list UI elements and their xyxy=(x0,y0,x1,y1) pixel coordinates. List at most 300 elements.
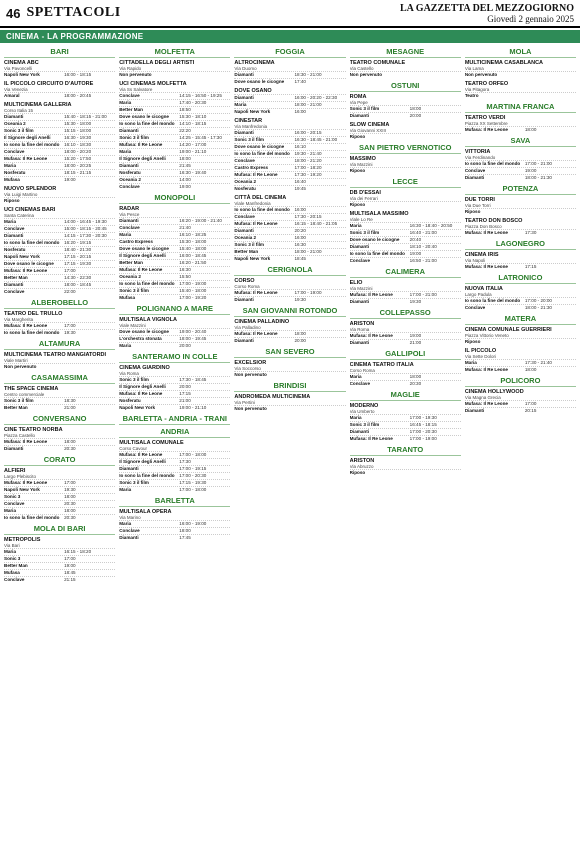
film-title: Conclave xyxy=(464,168,486,173)
film-showtimes: 20:00 xyxy=(294,338,306,343)
film-row xyxy=(465,304,576,311)
film-showtimes: 18:00 - 20:20 xyxy=(64,149,92,154)
film-title: Non pervenuto xyxy=(464,72,498,77)
film-title: Maria xyxy=(349,223,362,228)
film-showtimes: 14:15 - 17:30 - 20:30 xyxy=(64,233,107,238)
cinema-name: MULTISALA VIGNOLA xyxy=(119,317,177,323)
cinema-name: VITTORIA xyxy=(464,149,491,155)
film-showtimes: 16:10 - 18:25 xyxy=(179,232,207,237)
film-showtimes: 16:20 - 19:15 xyxy=(64,240,92,245)
film-title: Sonic 3 il film xyxy=(119,288,149,293)
film-row xyxy=(4,169,115,176)
film-showtimes: 17:40 - 20:30 xyxy=(179,100,207,105)
film-row xyxy=(234,213,345,220)
cinema-name: CINESTAR xyxy=(234,118,263,124)
film-showtimes: 17:15 xyxy=(524,264,537,269)
film-showtimes: 19:30 xyxy=(64,330,76,335)
film-row xyxy=(4,113,115,120)
film-row xyxy=(350,222,461,229)
city-heading: BRINDISI xyxy=(234,381,345,392)
cinema-name: CINEMA ABC xyxy=(4,60,39,66)
film-showtimes: 17:00 - 19:00 xyxy=(294,290,322,295)
city-heading: ANDRIA xyxy=(119,427,230,438)
film-row xyxy=(465,338,576,345)
film-row xyxy=(119,328,230,335)
film-title: Diamanti xyxy=(349,299,370,304)
film-showtimes: 16:00 - 18:15 xyxy=(64,72,92,77)
film-row xyxy=(234,150,345,157)
city-heading: CONVERSANO xyxy=(4,414,115,425)
page-number: 46 xyxy=(6,5,21,21)
film-showtimes xyxy=(410,134,461,140)
page-banner: CINEMA - LA PROGRAMMAZIONE xyxy=(0,30,580,43)
film-showtimes: 17:00 - 20:30 xyxy=(409,429,437,434)
film-showtimes: 18:00 xyxy=(179,528,191,533)
film-title: Non pervenuto xyxy=(349,72,383,77)
cinema-name: ELIO xyxy=(349,280,363,286)
film-showtimes: 16:30 xyxy=(294,242,306,247)
film-row xyxy=(119,120,230,127)
film-row xyxy=(350,421,461,428)
film-title: Non pervenuto xyxy=(4,364,37,369)
film-showtimes: 19:00 xyxy=(409,251,422,256)
film-row xyxy=(4,239,115,246)
cinema-name: DOVE OSANO xyxy=(234,88,272,94)
film-title: Better Man xyxy=(234,249,259,254)
film-row xyxy=(350,428,461,435)
film-showtimes: 20:00 xyxy=(409,113,422,118)
film-title: Sonic 3 il film xyxy=(234,242,265,247)
cinema-address: Via Pesce xyxy=(119,212,140,217)
film-showtimes: 20:20 xyxy=(294,228,306,233)
cinema-entry xyxy=(465,389,576,414)
film-showtimes: 18:00 - 18:45 xyxy=(64,282,92,287)
cinema-name: DB D'ESSAI xyxy=(349,190,381,196)
cinema-entry xyxy=(465,115,576,133)
film-title: Teatro xyxy=(464,93,479,98)
film-showtimes xyxy=(525,72,576,78)
film-showtimes: 17:15 xyxy=(179,391,191,396)
film-row xyxy=(119,527,230,534)
film-title: Mufasa: Il Re Leone xyxy=(464,127,508,132)
film-showtimes: 19:30 xyxy=(294,297,306,302)
cinema-entry xyxy=(350,280,461,305)
film-showtimes: 21:00 xyxy=(64,405,76,410)
cinema-entry xyxy=(465,327,576,345)
film-title: Il Signore degli Anelli xyxy=(119,459,166,464)
film-title: Mufasa: Il Re Leone xyxy=(234,172,278,177)
cinema-address: Centro commerciale xyxy=(4,392,45,397)
film-title: Amaral xyxy=(4,93,20,98)
film-row xyxy=(4,445,115,452)
cinema-address: Via Soccorso xyxy=(234,366,261,371)
film-showtimes: 17:00 - 19:00 xyxy=(409,436,437,441)
cinema-name: MULTISALA OPERA xyxy=(119,509,172,515)
film-showtimes: 16:10 xyxy=(294,144,306,149)
film-showtimes: 18:15 - 21:15 xyxy=(64,170,92,175)
film-row xyxy=(119,113,230,120)
cinema-entry xyxy=(4,60,115,78)
film-row xyxy=(234,136,345,143)
film-row xyxy=(4,404,115,411)
film-title: Maria xyxy=(119,149,132,154)
film-row xyxy=(234,234,345,241)
film-title: Conclave xyxy=(4,226,25,231)
film-row xyxy=(119,92,230,99)
film-row xyxy=(234,220,345,227)
film-title: Conclave xyxy=(4,149,25,154)
cinema-address: Via Due Torri xyxy=(464,203,491,208)
cinema-name: UCI CINEMAS MOLFETTA xyxy=(119,81,187,87)
cinema-name: ARISTON xyxy=(349,458,375,464)
film-title: Maria xyxy=(119,487,132,492)
cinema-entry xyxy=(4,311,115,336)
film-showtimes: 17:30 - 21:40 xyxy=(524,360,552,365)
cinema-address: Corso Cavour xyxy=(119,446,147,451)
city-heading: FOGGIA xyxy=(234,47,345,58)
film-showtimes: 17:00 - 19:20 xyxy=(179,295,207,300)
film-row xyxy=(119,141,230,148)
film-row xyxy=(4,253,115,260)
film-title: Conclave xyxy=(349,258,371,263)
film-showtimes: 15:30 - 18:00 xyxy=(64,121,92,126)
film-row xyxy=(4,162,115,169)
cinema-entry xyxy=(465,252,576,270)
film-row xyxy=(465,71,576,78)
film-title: Mufasa: Il Re Leone xyxy=(464,264,508,269)
film-showtimes: 17:30 xyxy=(524,230,537,235)
film-showtimes: 16:00 xyxy=(294,207,306,212)
film-showtimes xyxy=(410,72,461,78)
film-row xyxy=(119,397,230,404)
film-showtimes: 15:30 - 18:10 xyxy=(179,114,207,119)
cinema-address: Piazza XX Settembre xyxy=(464,121,508,126)
cinema-entry xyxy=(350,60,461,78)
film-row xyxy=(4,507,115,514)
film-row xyxy=(119,465,230,472)
film-title: Oceania 2 xyxy=(119,177,141,182)
film-showtimes xyxy=(64,364,115,370)
cinema-name: MULTISALA COMUNALE xyxy=(119,440,184,446)
film-title: Diamanti xyxy=(349,244,370,249)
film-showtimes: 18:00 - 21:30 xyxy=(524,175,552,180)
cinema-entry xyxy=(234,195,345,262)
cinema-name: NUOVO SPLENDOR xyxy=(4,186,57,192)
film-title: Maria xyxy=(4,508,17,513)
film-title: Napoli New York xyxy=(119,405,156,410)
film-title: Conclave xyxy=(464,305,486,310)
film-title: Sonic 3 il film xyxy=(349,106,380,111)
city-heading: CASAMASSIMA xyxy=(4,373,115,384)
film-row xyxy=(234,371,345,378)
film-row xyxy=(4,155,115,162)
film-title: Conclave xyxy=(119,184,140,189)
film-row xyxy=(234,241,345,248)
film-title: Mufasa: Il Re Leone xyxy=(119,391,163,396)
film-row xyxy=(465,297,576,304)
film-title: Diamanti xyxy=(234,297,254,302)
cinema-entry xyxy=(4,352,115,370)
cinema-entry xyxy=(4,386,115,411)
film-showtimes: 18:40 - 21:30 xyxy=(64,247,92,252)
film-title: Conclave xyxy=(234,158,255,163)
film-showtimes: 21:00 xyxy=(409,340,422,345)
film-row xyxy=(350,435,461,442)
cinema-entry xyxy=(350,403,461,442)
film-row xyxy=(4,486,115,493)
film-showtimes: 18:00 xyxy=(294,331,306,336)
cinema-name: CINEMA COMUNALE GUERRIERI xyxy=(464,327,552,333)
film-showtimes: 16:30 xyxy=(179,267,191,272)
film-row xyxy=(234,171,345,178)
film-row xyxy=(234,337,345,344)
film-title: Mufasa: Il Re Leone xyxy=(349,436,393,441)
film-title: Io sono la fine del mondo xyxy=(464,298,521,303)
cinema-entry xyxy=(119,206,230,301)
city-heading: SAN GIOVANNI ROTONDO xyxy=(234,306,345,317)
film-showtimes: 14:10 - 18:15 xyxy=(179,121,207,126)
cinema-address: Via Bari xyxy=(4,543,20,548)
film-row xyxy=(119,106,230,113)
film-showtimes: 16:10 - 18:30 xyxy=(64,142,92,147)
cinema-address: Corso Roma xyxy=(349,368,375,373)
city-heading: TARANTO xyxy=(350,445,461,456)
film-title: Mufasa xyxy=(4,177,20,182)
cinema-entry xyxy=(465,81,576,99)
film-title: Sonic 3 il film xyxy=(119,480,149,485)
film-showtimes: 16:00 xyxy=(294,235,306,240)
cinema-entry xyxy=(4,207,115,295)
film-title: Dove osano le cicogne xyxy=(119,114,169,119)
film-title: Mufasa xyxy=(119,295,136,300)
film-title: Conclave xyxy=(119,93,140,98)
film-showtimes xyxy=(525,339,576,345)
film-row xyxy=(465,174,576,181)
film-row xyxy=(119,534,230,541)
film-row xyxy=(119,176,230,183)
film-title: Dove osano le cicogne xyxy=(119,246,169,251)
film-title: Mufasa: Il Re Leone xyxy=(119,452,163,457)
film-title: Oceania 2 xyxy=(234,235,257,240)
film-title: Il Signore degli Anelli xyxy=(119,384,166,389)
listing-column xyxy=(119,45,230,835)
film-title: Mufasa xyxy=(4,570,20,575)
film-row xyxy=(4,218,115,225)
film-row xyxy=(4,363,115,370)
film-row xyxy=(4,555,115,562)
city-heading: MOLA xyxy=(465,47,576,58)
film-row xyxy=(234,78,345,85)
film-title: Diamanti xyxy=(119,163,139,168)
film-row xyxy=(465,407,576,414)
cinema-entry xyxy=(4,427,115,452)
cinema-entry xyxy=(4,186,115,204)
film-row xyxy=(465,359,576,366)
film-showtimes: 17:00 - 19:00 xyxy=(179,281,207,286)
film-title: Mufasa: Il Re Leone xyxy=(464,367,508,372)
city-heading: MESAGNE xyxy=(350,47,461,58)
cinema-address: Via Venezia xyxy=(4,87,28,92)
film-showtimes: 17:00 xyxy=(64,268,76,273)
film-showtimes: 17:00 - 20:30 xyxy=(179,473,207,478)
section-title: SPETTACOLI xyxy=(26,5,121,20)
film-title: Io sono la fine del mondo xyxy=(234,207,290,212)
cinema-name: CINEMA GIARDINO xyxy=(119,365,170,371)
cinema-name: TEATRO COMUNALE xyxy=(349,60,406,66)
cinema-address: Viale Martiri xyxy=(4,358,28,363)
cinema-name: IL PICCOLO CIRCUITO D'AUTORE xyxy=(4,81,94,87)
film-title: Oceania 2 xyxy=(119,274,141,279)
film-row xyxy=(350,380,461,387)
city-heading: BARLETTA - ANDRIA - TRANI xyxy=(119,414,230,425)
film-title: Maria xyxy=(119,100,132,105)
cinema-address: Via Margherita xyxy=(4,317,34,322)
film-title: Io sono la fine del mondo xyxy=(4,240,60,245)
film-title: Better Man xyxy=(4,405,28,410)
listing-column xyxy=(4,45,115,835)
cinema-entry xyxy=(119,509,230,541)
film-title: Il Signore degli Anelli xyxy=(119,253,166,258)
cinema-entry xyxy=(234,394,345,412)
film-showtimes: 20:30 xyxy=(64,501,76,506)
film-title: Io sono la fine del mondo xyxy=(349,251,405,256)
film-title: Better Man xyxy=(4,563,28,568)
film-title: Mufasa: Il Re Leone xyxy=(349,292,393,297)
film-showtimes: 18:00 xyxy=(179,156,191,161)
film-title: Diamanti xyxy=(464,408,485,413)
film-showtimes: 18:00 - 21:20 xyxy=(294,158,322,163)
film-row xyxy=(350,298,461,305)
cinema-name: UCI CINEMAS BARI xyxy=(4,207,56,213)
film-showtimes: 22:20 xyxy=(179,128,191,133)
film-showtimes: 16:15 - 18:20 xyxy=(64,549,92,554)
cinema-entry xyxy=(234,88,345,115)
cinema-address: Piazza Castello xyxy=(4,433,36,438)
film-row xyxy=(4,274,115,281)
film-row xyxy=(4,141,115,148)
film-showtimes: 18:00 xyxy=(524,367,537,372)
cinema-entry xyxy=(350,156,461,174)
cinema-name: MULTICINEMA TEATRO MANGIATORDI xyxy=(4,352,107,358)
film-showtimes: 16:30 - 18:45 - 21:00 xyxy=(294,137,338,142)
film-row xyxy=(350,332,461,339)
film-title: Mufasa: Il Re Leone xyxy=(4,156,48,161)
film-showtimes: 16:50 - 21:00 xyxy=(409,258,437,263)
film-showtimes: 17:40 xyxy=(294,79,306,84)
film-showtimes: 16:30 - 19:40 xyxy=(179,170,207,175)
film-title: Castro Express xyxy=(119,239,153,244)
cinema-address: Piazza Don Bosco xyxy=(464,224,502,229)
film-row xyxy=(119,134,230,141)
film-row xyxy=(119,383,230,390)
film-row xyxy=(4,232,115,239)
film-row xyxy=(4,500,115,507)
cinema-name: MULTICINEMA CASABLANCA xyxy=(464,60,544,66)
paper-name: LA GAZZETTA DEL MEZZOGIORNO xyxy=(399,2,574,14)
film-row xyxy=(350,414,461,421)
cinema-entry xyxy=(119,81,230,190)
city-heading: OSTUNI xyxy=(350,81,461,92)
film-showtimes: 17:00 - 19:30 xyxy=(409,415,437,420)
film-title: Diamanti xyxy=(119,218,139,223)
film-showtimes: 17:45 xyxy=(179,535,191,540)
film-showtimes: 19:00 xyxy=(64,563,76,568)
cinema-name: CINEMA HOLLYWOOD xyxy=(464,389,524,395)
film-row xyxy=(119,520,230,527)
film-showtimes: 18:00 xyxy=(409,374,422,379)
film-showtimes: 21:00 xyxy=(179,398,191,403)
cinema-address: Via Giovanni XXIII xyxy=(349,128,387,133)
film-showtimes: 20:00 xyxy=(179,384,191,389)
cinema-address: Via Ss Salvatore xyxy=(119,87,153,92)
film-row xyxy=(4,493,115,500)
film-showtimes: 17:00 - 21:00 xyxy=(524,161,552,166)
film-showtimes: 17:30 - 20:15 xyxy=(294,214,322,219)
film-title: Dove osano le cicogne xyxy=(119,329,169,334)
film-showtimes: 16:45 - 18:15 xyxy=(409,422,437,427)
cinema-name: MULTICINEMA GALLERIA xyxy=(4,102,72,108)
film-row xyxy=(234,157,345,164)
film-row xyxy=(465,366,576,373)
cinema-entry xyxy=(119,440,230,493)
film-showtimes xyxy=(410,202,461,208)
city-heading: SAN SEVERO xyxy=(234,347,345,358)
film-showtimes: 15:30 - 18:00 xyxy=(179,239,207,244)
film-row xyxy=(4,438,115,445)
city-heading: ALTAMURA xyxy=(4,339,115,350)
film-title: Io sono la fine del mondo xyxy=(234,151,290,156)
film-showtimes xyxy=(525,93,576,99)
film-row xyxy=(465,400,576,407)
film-showtimes: 17:00 xyxy=(64,323,76,328)
film-showtimes: 16:15 - 18:40 - 21:05 xyxy=(294,221,338,226)
film-row xyxy=(234,129,345,136)
film-title: L'orchestra stonata xyxy=(119,336,162,341)
cinema-name: CINEMA TEATRO ITALIA xyxy=(349,362,414,368)
film-title: Mufasa: Il Re Leone xyxy=(119,267,163,272)
cinema-entry xyxy=(350,190,461,208)
film-title: Maria xyxy=(349,374,362,379)
film-showtimes: 18:30 - 21:00 xyxy=(294,72,322,77)
cinema-name: ALTROCINEMA xyxy=(234,60,275,66)
film-title: Mufasa: Il Re Leone xyxy=(4,439,48,444)
film-title: Mufasa: Il Re Leone xyxy=(4,268,48,273)
film-title: Oceania 2 xyxy=(4,121,26,126)
film-title: Io sono la fine del mondo xyxy=(4,142,60,147)
film-row xyxy=(234,108,345,115)
cinema-name: TEATRO DEL TRULLO xyxy=(4,311,63,317)
film-title: Nosferatu xyxy=(119,398,141,403)
paper-info xyxy=(400,3,574,24)
cinema-address: Piazza Vittorio Veneto xyxy=(464,333,509,338)
film-row xyxy=(234,227,345,234)
film-row xyxy=(234,248,345,255)
listing-column xyxy=(350,45,461,835)
film-showtimes: 19:00 - 20:40 xyxy=(179,329,207,334)
film-title: Diamanti xyxy=(349,429,370,434)
film-row xyxy=(119,472,230,479)
cinema-address: Via Luigi Martino xyxy=(4,192,38,197)
cinema-name: IL PICCOLO xyxy=(464,348,497,354)
film-title: Maria xyxy=(4,163,17,168)
film-title: Diamanti xyxy=(4,233,24,238)
film-title: Mufasa: Il Re Leone xyxy=(464,401,508,406)
film-row xyxy=(119,376,230,383)
film-showtimes: 18:45 xyxy=(64,570,76,575)
film-row xyxy=(119,155,230,162)
film-showtimes: 20:15 xyxy=(524,408,537,413)
cinema-address: Via Rapido xyxy=(119,66,142,71)
